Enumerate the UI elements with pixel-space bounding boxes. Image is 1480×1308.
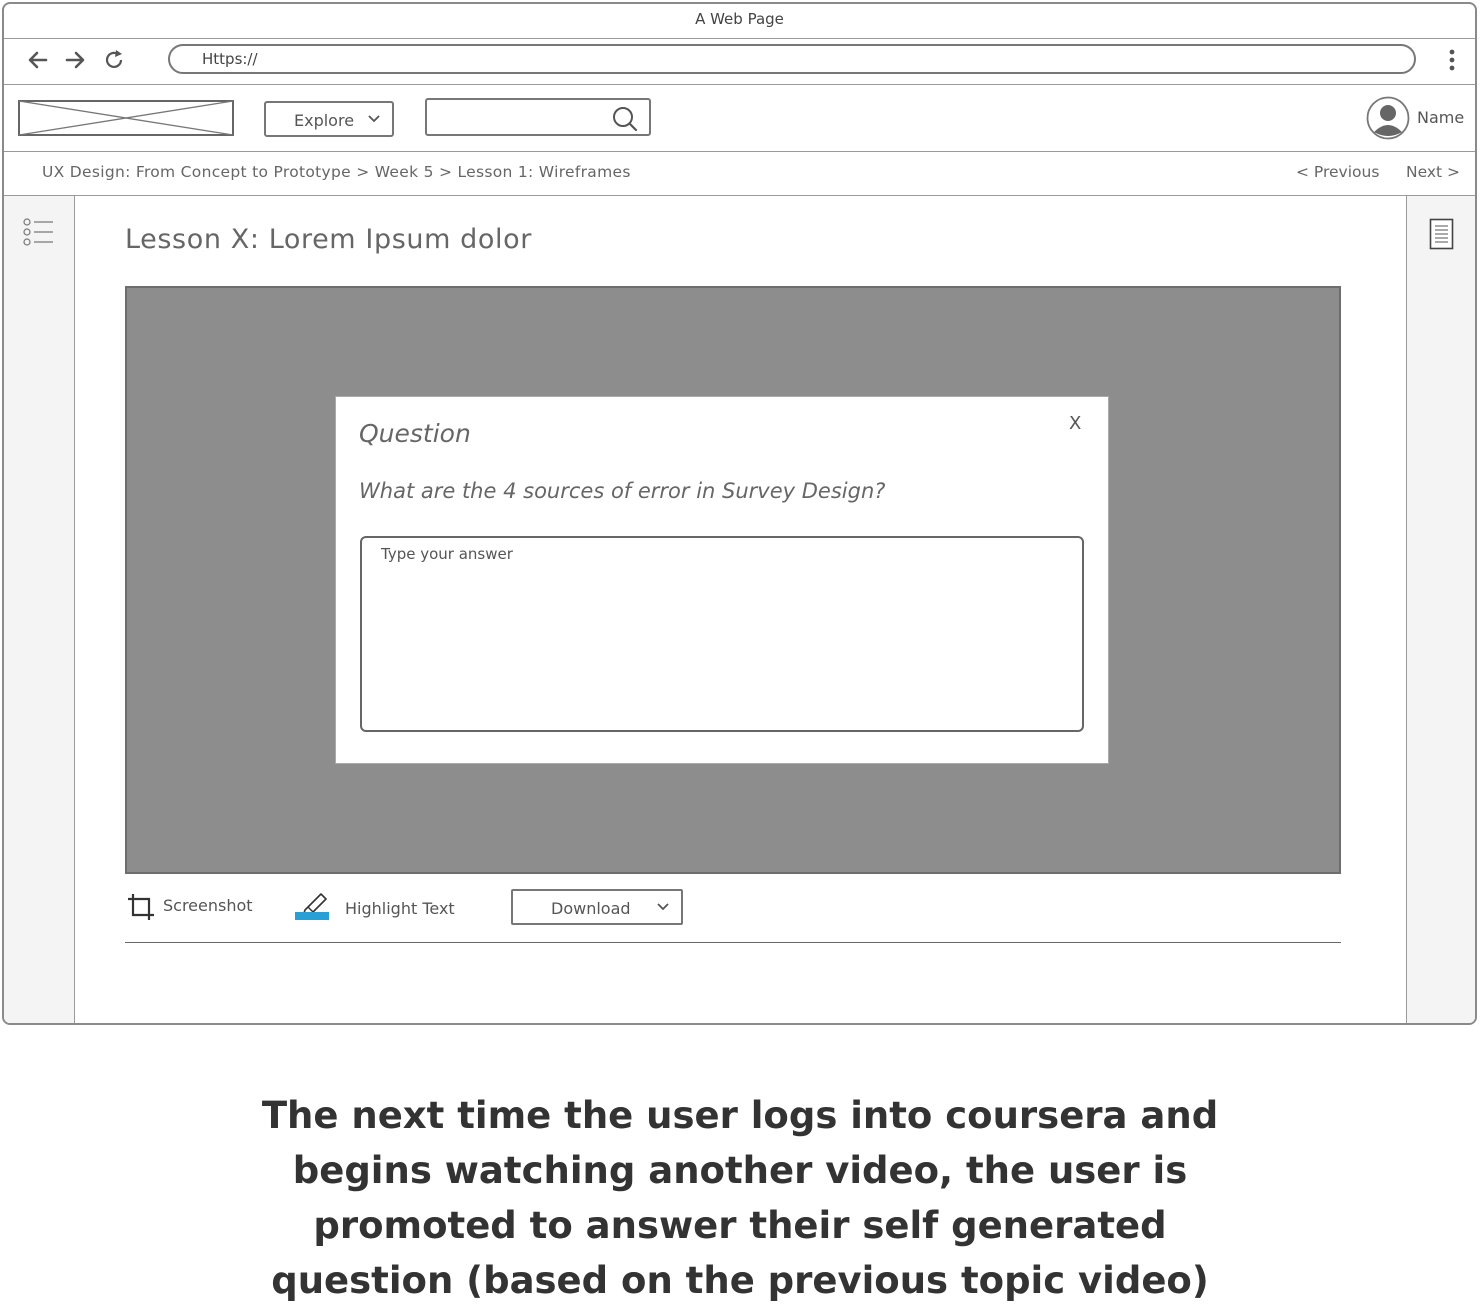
breadcrumb (4, 152, 1475, 196)
left-sidebar (4, 196, 75, 1023)
address-bar (4, 38, 1475, 85)
question-modal (335, 396, 1109, 764)
lesson-title: Lesson X: Lorem Ipsum dolor (125, 224, 532, 255)
crop-icon (127, 893, 155, 921)
download-label: Download (551, 899, 631, 918)
browser-window (2, 2, 1477, 1025)
more-options-icon[interactable] (1447, 48, 1457, 72)
download-dropdown[interactable] (511, 889, 683, 925)
avatar-icon[interactable] (1366, 96, 1410, 140)
window-title: A Web Page (4, 4, 1475, 39)
search-input[interactable] (425, 98, 651, 136)
answer-textarea[interactable] (360, 536, 1084, 732)
previous-link[interactable]: < Previous (1296, 163, 1380, 181)
breadcrumb-path[interactable]: UX Design: From Concept to Prototype > Week 5 > Lesson 1: Wireframes (42, 163, 631, 181)
modal-title: Question (359, 419, 471, 448)
reload-icon[interactable] (102, 48, 126, 72)
answer-placeholder: Type your answer (381, 545, 513, 563)
video-toolbar (125, 884, 1341, 943)
next-link[interactable]: Next > (1406, 163, 1461, 181)
notes-icon[interactable] (1429, 218, 1455, 250)
list-menu-icon[interactable] (22, 218, 54, 248)
video-player[interactable] (125, 286, 1341, 874)
search-icon[interactable] (611, 105, 639, 133)
screenshot-label: Screenshot (163, 896, 253, 915)
site-header (4, 85, 1475, 152)
chevron-down-icon (368, 115, 380, 123)
annotation-caption: The next time the user logs into coursera and begins watching another video, the user is promoted to answer their self generated question (based on the previous topic video) (261, 1094, 1219, 1302)
forward-arrow-icon[interactable] (63, 48, 87, 72)
explore-dropdown[interactable] (264, 101, 394, 137)
chevron-down-icon (657, 903, 669, 911)
url-input[interactable]: Https:// (168, 44, 1416, 74)
highlighter-icon (293, 889, 331, 921)
close-button[interactable]: X (1069, 413, 1082, 434)
user-name[interactable]: Name (1417, 108, 1465, 127)
back-arrow-icon[interactable] (26, 48, 50, 72)
explore-label: Explore (294, 111, 355, 130)
question-text: What are the 4 sources of error in Survey Design? (359, 479, 886, 503)
highlight-label: Highlight Text (345, 899, 455, 918)
right-sidebar (1406, 196, 1475, 1023)
logo-placeholder[interactable] (18, 100, 234, 136)
